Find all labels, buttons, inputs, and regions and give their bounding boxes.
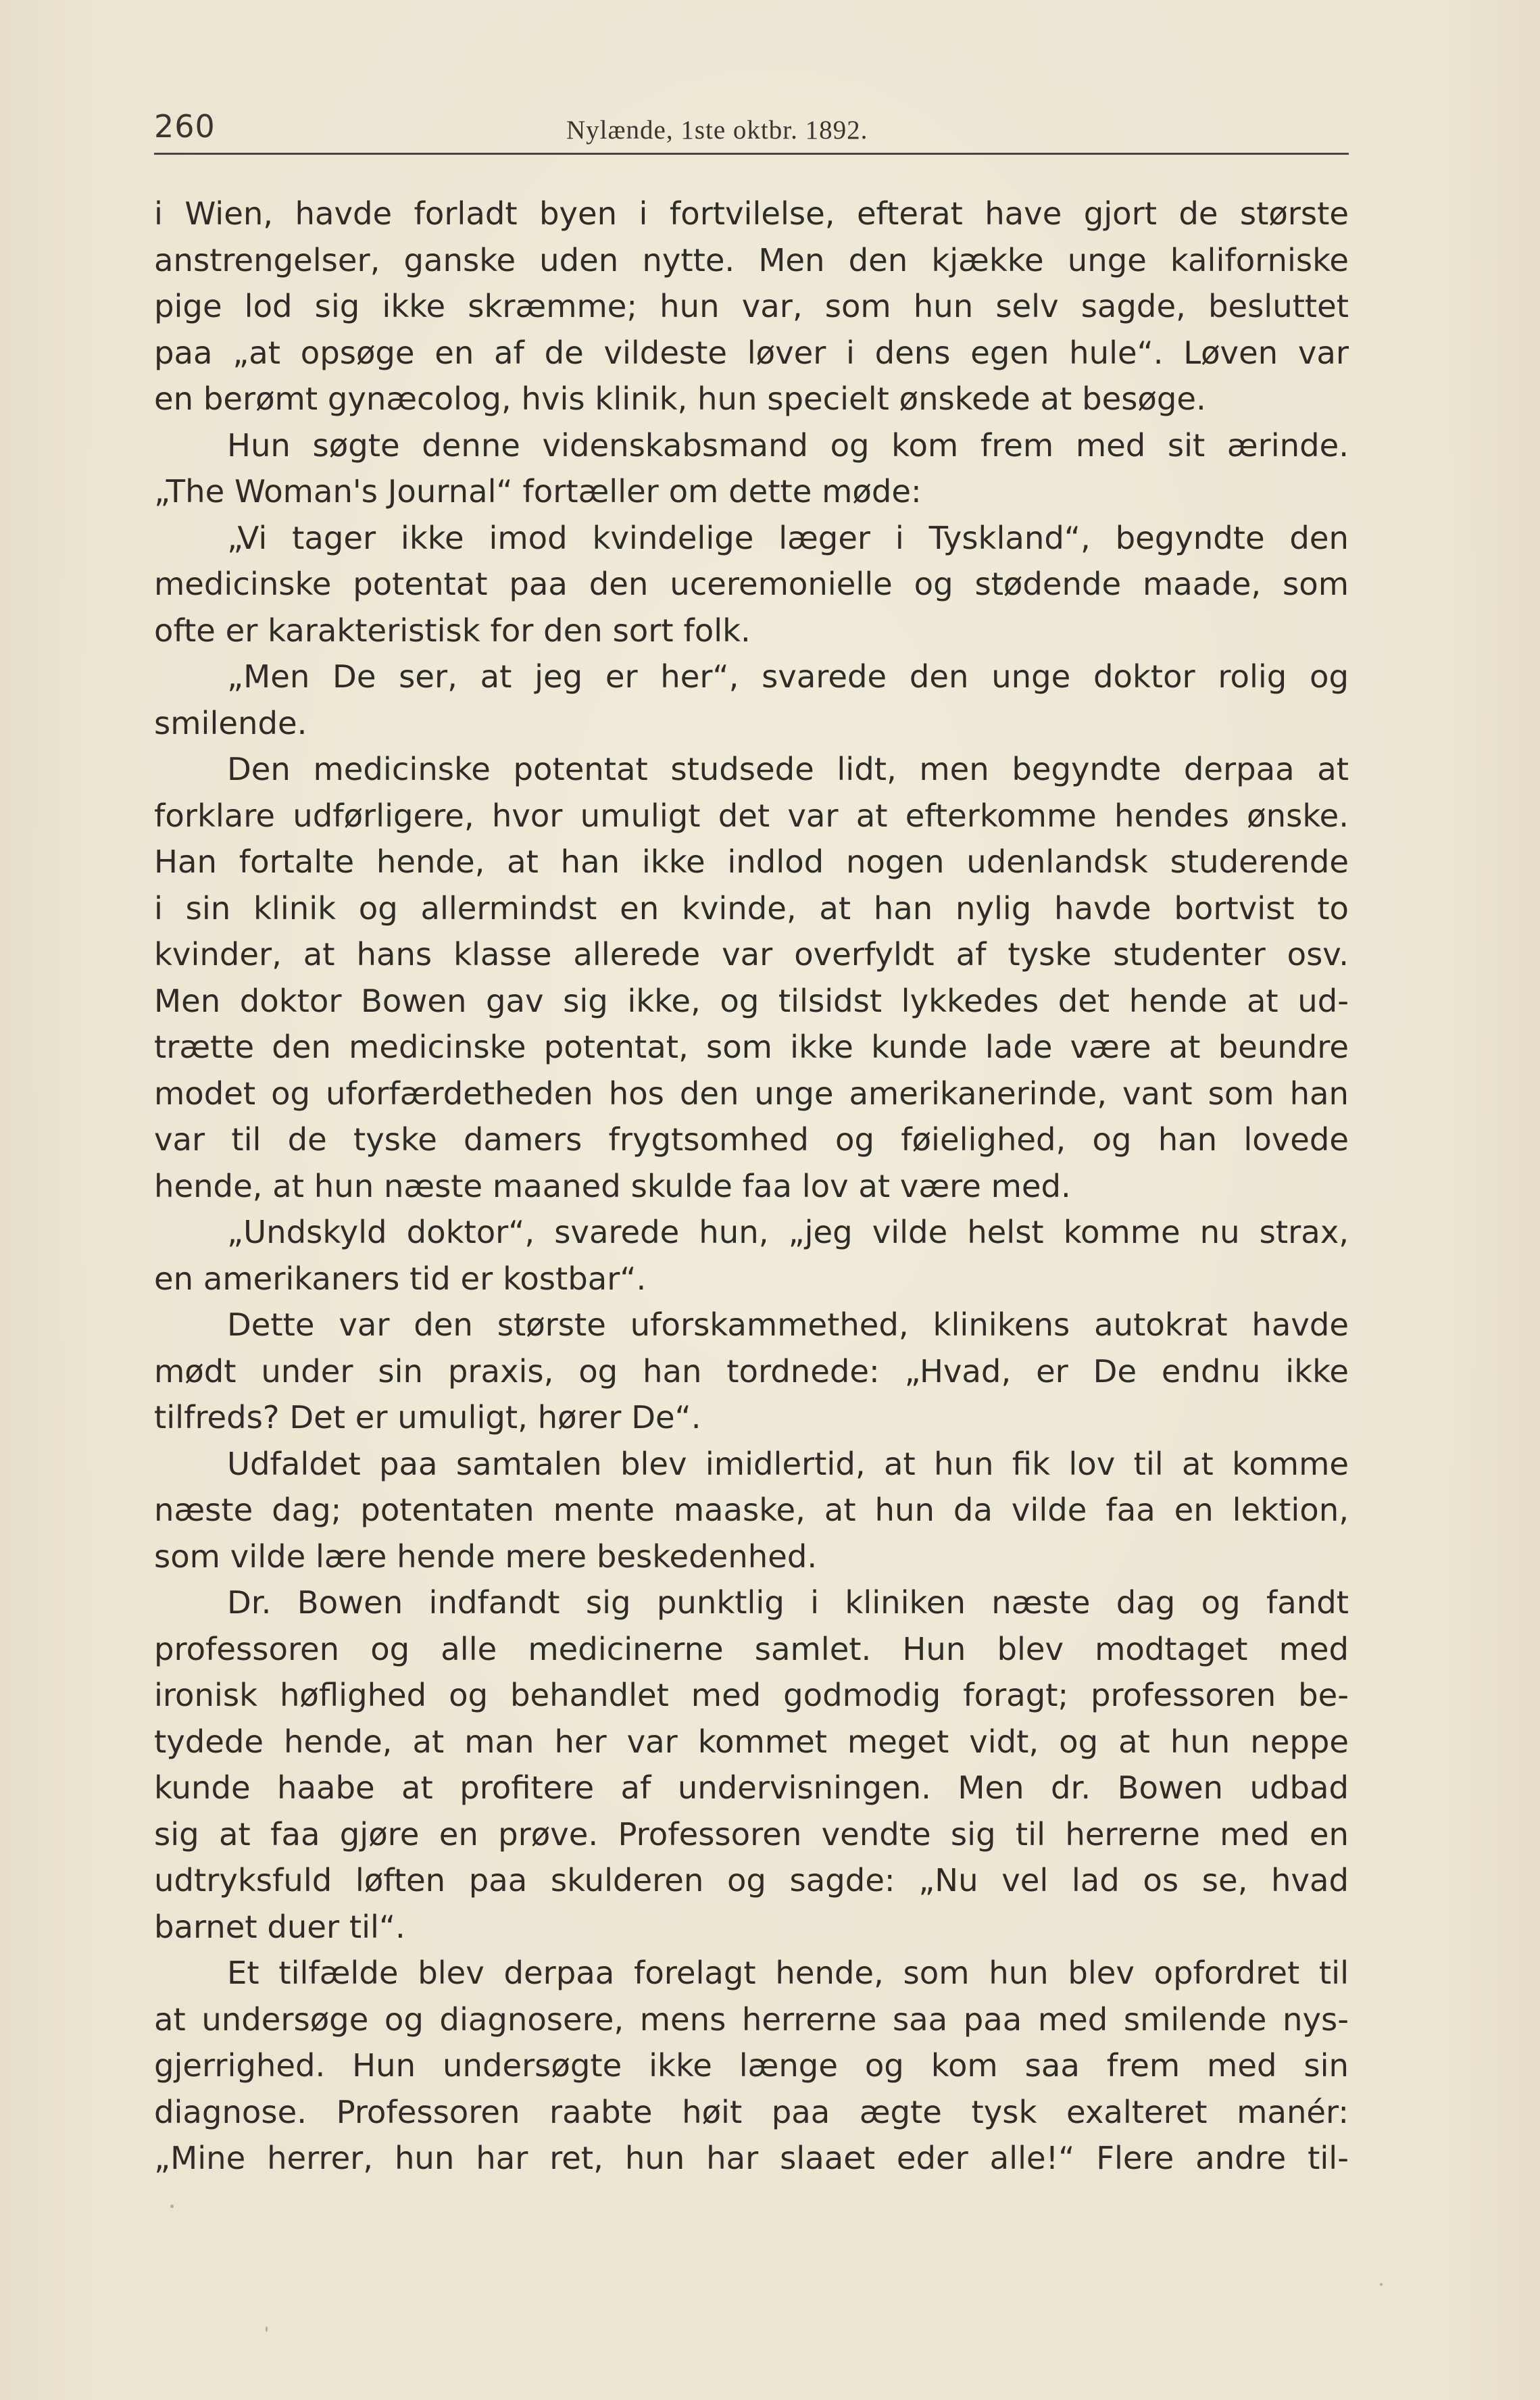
text-line: professoren og alle medicinerne samlet. Hun blev modtaget med	[154, 1630, 1349, 1667]
text-line: „Men De ser, at jeg er her“, svarede den unge doktor rolig og	[227, 658, 1349, 695]
text-line: gjerrighed. Hun undersøgte ikke længe og kom saa frem med sin	[154, 2047, 1349, 2084]
text-line: var til de tyske damers frygtsomhed og føielighed, og han lovede	[154, 1121, 1349, 1158]
text-line: anstrengelser, ganske uden nytte. Men den kjække unge kaliforniske	[154, 241, 1349, 278]
text-line: modet og uforfærdetheden hos den unge amerikanerinde, vant som han	[154, 1075, 1349, 1112]
text-line: i Wien, havde forladt byen i fortvilelse, efterat have gjort de største	[154, 195, 1349, 232]
header-rule	[154, 153, 1349, 155]
text-line: at undersøge og diagnosere, mens herrerne saa paa med smilende nys-	[154, 2001, 1349, 2038]
text-line: paa „at opsøge en af de vildeste løver i dens egen hule“. Løven var	[154, 334, 1349, 371]
text-line: hende, at hun næste maaned skulde faa lov at være med.	[154, 1167, 1071, 1204]
text-line: som vilde lære hende mere beskedenhed.	[154, 1538, 818, 1575]
text-line: næste dag; potentaten mente maaske, at hun da vilde faa en lektion,	[154, 1492, 1349, 1528]
text-line: Men doktor Bowen gav sig ikke, og tilsidst lykkedes det hende at ud-	[154, 982, 1349, 1019]
text-line: „The Woman's Journal“ fortæller om dette møde:	[154, 473, 922, 510]
text-line: smilende.	[154, 704, 307, 741]
page-number: 260	[154, 108, 216, 145]
text-line: Dette var den største uforskammethed, klinikens autokrat havde	[227, 1306, 1349, 1343]
text-line: medicinske potentat paa den uceremonielle og stødende maade, som	[154, 566, 1349, 602]
text-line: trætte den medicinske potentat, som ikke kunde lade være at beundre	[154, 1029, 1349, 1065]
text-line: Han fortalte hende, at han ikke indlod nogen udenlandsk studerende	[154, 843, 1349, 880]
text-line: tilfreds? Det er umuligt, hører De“.	[154, 1399, 701, 1436]
page-header	[154, 108, 1349, 153]
text-line: ironisk høflighed og behandlet med godmodig foragt; professoren be-	[154, 1677, 1349, 1713]
text-line: sig at faa gjøre en prøve. Professoren vendte sig til herrerne med en	[154, 1815, 1349, 1853]
text-line: en amerikaners tid er kostbar“.	[154, 1260, 647, 1297]
text-line: Dr. Bowen indfandt sig punktlig i kliniken næste dag og fandt	[227, 1584, 1349, 1621]
paper-speck	[170, 2205, 174, 2208]
text-line: „Undskyld doktor“, svarede hun, „jeg vilde helst komme nu strax,	[227, 1214, 1349, 1250]
text-line: pige lod sig ikke skræmme; hun var, som hun selv sagde, besluttet	[154, 288, 1349, 324]
text-line: mødt under sin praxis, og han tordnede: „Hvad, er De endnu ikke	[154, 1352, 1349, 1390]
text-line: tydede hende, at man her var kommet meget vidt, og at hun neppe	[154, 1723, 1349, 1760]
text-line: Hun søgte denne videnskabsmand og kom frem med sit ærinde.	[227, 426, 1349, 464]
text-line: en berømt gynæcolog, hvis klinik, hun specielt ønskede at besøge.	[154, 381, 1206, 417]
text-line: Udfaldet paa samtalen blev imidlertid, at hun fik lov til at komme	[227, 1445, 1349, 1482]
text-line: forklare udførligere, hvor umuligt det var at efterkomme hendes ønske.	[154, 797, 1349, 834]
text-line: barnet duer til“.	[154, 1908, 405, 1945]
text-line: Den medicinske potentat studsede lidt, men begyndte derpaa at	[227, 751, 1349, 787]
running-head: Nylænde, 1ste oktbr. 1892.	[566, 116, 868, 145]
body-text	[154, 191, 1349, 2182]
text-line: kunde haabe at profitere af undervisningen. Men dr. Bowen udbad	[154, 1769, 1349, 1806]
text-line: kvinder, at hans klasse allerede var overfyldt af tyske studenter osv.	[154, 936, 1349, 973]
text-line: diagnose. Professoren raabte høit paa ægte tysk exalteret manér:	[154, 2093, 1349, 2130]
text-line: „Vi tager ikke imod kvindelige læger i Tyskland“, begyndte den	[227, 519, 1349, 556]
paper-speck	[266, 2326, 268, 2332]
text-line: ofte er karakteristisk for den sort folk.	[154, 612, 751, 649]
paper-speck	[1380, 2283, 1383, 2286]
text-line: „Mine herrer, hun har ret, hun har slaaet eder alle!“ Flere andre til-	[154, 2140, 1349, 2176]
text-line: udtryksfuld løften paa skulderen og sagde: „Nu vel lad os se, hvad	[154, 1862, 1349, 1899]
text-line: Et tilfælde blev derpaa forelagt hende, som hun blev opfordret til	[227, 1955, 1349, 1991]
text-line: i sin klinik og allermindst en kvinde, at han nylig havde bortvist to	[154, 889, 1349, 927]
